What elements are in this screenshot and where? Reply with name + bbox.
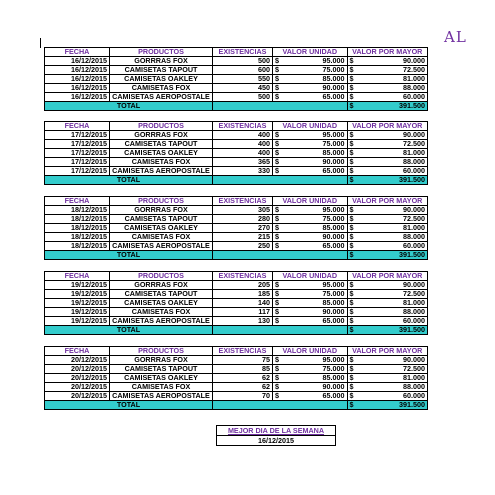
total-label: TOTAL — [45, 176, 213, 185]
inventory-table — [44, 346, 428, 410]
best-day-label: MEJOR DIA DE LA SEMANA — [217, 426, 336, 436]
unit-price-cell: 85.000 — [285, 299, 347, 308]
stock-cell: 85 — [213, 365, 273, 374]
stock-cell: 130 — [213, 317, 273, 326]
wholesale-price-cell: 81.000 — [360, 374, 428, 383]
unit-price-cell: 75.000 — [285, 66, 347, 75]
currency-symbol: $ — [347, 251, 360, 260]
product-cell: CAMISETAS AEROPOSTALE — [110, 167, 213, 176]
header-valor-por-mayor: VALOR POR MAYOR — [347, 272, 428, 281]
currency-symbol: $ — [347, 206, 360, 215]
table-row — [45, 75, 428, 84]
product-cell: CAMISETAS OAKLEY — [110, 224, 213, 233]
product-cell: CAMISETAS FOX — [110, 158, 213, 167]
wholesale-price-cell: 88.000 — [360, 233, 428, 242]
table-row — [45, 167, 428, 176]
product-cell: CAMISETAS TAPOUT — [110, 140, 213, 149]
table-row — [45, 149, 428, 158]
currency-symbol: $ — [347, 233, 360, 242]
total-label: TOTAL — [45, 102, 213, 111]
currency-symbol: $ — [347, 93, 360, 102]
stock-cell: 70 — [213, 392, 273, 401]
table-row — [45, 131, 428, 140]
header-productos: PRODUCTOS — [110, 347, 213, 356]
stock-cell: 75 — [213, 356, 273, 365]
header-valor-unidad: VALOR UNIDAD — [273, 347, 348, 356]
total-blank — [213, 326, 348, 335]
date-cell: 20/12/2015 — [45, 365, 110, 374]
unit-price-cell: 75.000 — [285, 140, 347, 149]
wholesale-price-cell: 81.000 — [360, 224, 428, 233]
currency-symbol: $ — [273, 93, 286, 102]
header-productos: PRODUCTOS — [110, 48, 213, 57]
wholesale-price-cell: 90.000 — [360, 356, 428, 365]
currency-symbol: $ — [347, 66, 360, 75]
total-row — [45, 102, 428, 111]
table-row — [45, 290, 428, 299]
product-cell: CAMISETAS FOX — [110, 383, 213, 392]
currency-symbol: $ — [347, 149, 360, 158]
unit-price-cell: 85.000 — [285, 374, 347, 383]
unit-price-cell: 65.000 — [285, 242, 347, 251]
total-value: 391.500 — [360, 251, 428, 260]
date-cell: 16/12/2015 — [45, 75, 110, 84]
total-row — [45, 326, 428, 335]
stock-cell: 280 — [213, 215, 273, 224]
header-existencias: EXISTENCIAS — [213, 272, 273, 281]
stock-cell: 140 — [213, 299, 273, 308]
stock-cell: 250 — [213, 242, 273, 251]
currency-symbol: $ — [273, 131, 286, 140]
header-valor-por-mayor: VALOR POR MAYOR — [347, 122, 428, 131]
stock-cell: 205 — [213, 281, 273, 290]
header-valor-unidad: VALOR UNIDAD — [273, 48, 348, 57]
total-label: TOTAL — [45, 401, 213, 410]
currency-symbol: $ — [347, 131, 360, 140]
stock-cell: 62 — [213, 383, 273, 392]
stock-cell: 305 — [213, 206, 273, 215]
header-fecha: FECHA — [45, 347, 110, 356]
currency-symbol: $ — [347, 167, 360, 176]
product-cell: CAMISETAS TAPOUT — [110, 365, 213, 374]
wholesale-price-cell: 88.000 — [360, 383, 428, 392]
total-label: TOTAL — [45, 326, 213, 335]
date-cell: 18/12/2015 — [45, 242, 110, 251]
unit-price-cell: 90.000 — [285, 84, 347, 93]
unit-price-cell: 65.000 — [285, 167, 347, 176]
unit-price-cell: 95.000 — [285, 206, 347, 215]
date-cell: 18/12/2015 — [45, 215, 110, 224]
total-row — [45, 251, 428, 260]
product-cell: CAMISETAS AEROPOSTALE — [110, 242, 213, 251]
stock-cell: 330 — [213, 167, 273, 176]
total-blank — [213, 176, 348, 185]
unit-price-cell: 65.000 — [285, 317, 347, 326]
unit-price-cell: 95.000 — [285, 57, 347, 66]
unit-price-cell: 90.000 — [285, 308, 347, 317]
table-row — [45, 299, 428, 308]
wholesale-price-cell: 88.000 — [360, 84, 428, 93]
currency-symbol: $ — [273, 383, 286, 392]
table-row — [45, 242, 428, 251]
table-row — [45, 374, 428, 383]
currency-symbol: $ — [347, 84, 360, 93]
date-cell: 19/12/2015 — [45, 317, 110, 326]
inventory-table — [44, 47, 428, 111]
table-row — [45, 317, 428, 326]
inventory-table — [44, 196, 428, 260]
unit-price-cell: 95.000 — [285, 131, 347, 140]
currency-symbol: $ — [273, 84, 286, 93]
header-fecha: FECHA — [45, 122, 110, 131]
wholesale-price-cell: 72.500 — [360, 66, 428, 75]
inventory-table — [44, 271, 428, 335]
header-existencias: EXISTENCIAS — [213, 197, 273, 206]
product-cell: GORRRAS FOX — [110, 57, 213, 66]
best-day-box — [216, 425, 336, 446]
currency-symbol: $ — [273, 57, 286, 66]
currency-symbol: $ — [347, 281, 360, 290]
stock-cell: 500 — [213, 93, 273, 102]
product-cell: CAMISETAS TAPOUT — [110, 66, 213, 75]
wholesale-price-cell: 88.000 — [360, 158, 428, 167]
product-cell: GORRRAS FOX — [110, 131, 213, 140]
wholesale-price-cell: 60.000 — [360, 93, 428, 102]
header-productos: PRODUCTOS — [110, 272, 213, 281]
header-valor-por-mayor: VALOR POR MAYOR — [347, 48, 428, 57]
currency-symbol: $ — [273, 75, 286, 84]
header-valor-por-mayor: VALOR POR MAYOR — [347, 347, 428, 356]
header-row — [45, 347, 428, 356]
product-cell: GORRRAS FOX — [110, 206, 213, 215]
table-row — [45, 365, 428, 374]
currency-symbol: $ — [273, 242, 286, 251]
unit-price-cell: 90.000 — [285, 158, 347, 167]
wholesale-price-cell: 90.000 — [360, 57, 428, 66]
header-row — [45, 272, 428, 281]
currency-symbol: $ — [347, 224, 360, 233]
date-cell: 18/12/2015 — [45, 233, 110, 242]
unit-price-cell: 75.000 — [285, 290, 347, 299]
currency-symbol: $ — [273, 215, 286, 224]
header-existencias: EXISTENCIAS — [213, 48, 273, 57]
date-cell: 18/12/2015 — [45, 206, 110, 215]
date-cell: 19/12/2015 — [45, 308, 110, 317]
wholesale-price-cell: 60.000 — [360, 242, 428, 251]
product-cell: CAMISETAS FOX — [110, 233, 213, 242]
product-cell: CAMISETAS TAPOUT — [110, 290, 213, 299]
currency-symbol: $ — [347, 140, 360, 149]
unit-price-cell: 75.000 — [285, 215, 347, 224]
date-cell: 20/12/2015 — [45, 383, 110, 392]
date-cell: 20/12/2015 — [45, 392, 110, 401]
table-row — [45, 233, 428, 242]
currency-symbol: $ — [347, 290, 360, 299]
table-row — [45, 308, 428, 317]
currency-symbol: $ — [273, 206, 286, 215]
wholesale-price-cell: 81.000 — [360, 149, 428, 158]
currency-symbol: $ — [273, 317, 286, 326]
currency-symbol: $ — [273, 158, 286, 167]
stock-cell: 500 — [213, 57, 273, 66]
unit-price-cell: 65.000 — [285, 392, 347, 401]
table-row — [45, 84, 428, 93]
date-cell: 19/12/2015 — [45, 281, 110, 290]
stock-cell: 450 — [213, 84, 273, 93]
currency-symbol: $ — [347, 57, 360, 66]
header-productos: PRODUCTOS — [110, 197, 213, 206]
unit-price-cell: 65.000 — [285, 93, 347, 102]
table-row — [45, 66, 428, 75]
header-valor-unidad: VALOR UNIDAD — [273, 197, 348, 206]
currency-symbol: $ — [347, 374, 360, 383]
wholesale-price-cell: 60.000 — [360, 317, 428, 326]
date-cell: 19/12/2015 — [45, 299, 110, 308]
date-cell: 17/12/2015 — [45, 140, 110, 149]
currency-symbol: $ — [347, 308, 360, 317]
currency-symbol: $ — [273, 66, 286, 75]
product-cell: CAMISETAS TAPOUT — [110, 215, 213, 224]
date-cell: 19/12/2015 — [45, 290, 110, 299]
unit-price-cell: 90.000 — [285, 233, 347, 242]
currency-symbol: $ — [273, 281, 286, 290]
header-fecha: FECHA — [45, 272, 110, 281]
date-cell: 20/12/2015 — [45, 356, 110, 365]
currency-symbol: $ — [347, 317, 360, 326]
stock-cell: 400 — [213, 140, 273, 149]
header-existencias: EXISTENCIAS — [213, 347, 273, 356]
total-value: 391.500 — [360, 326, 428, 335]
currency-symbol: $ — [347, 299, 360, 308]
table-row — [45, 383, 428, 392]
currency-symbol: $ — [347, 401, 360, 410]
wholesale-price-cell: 90.000 — [360, 131, 428, 140]
total-blank — [213, 401, 348, 410]
wholesale-price-cell: 72.500 — [360, 215, 428, 224]
best-day-date: 16/12/2015 — [217, 436, 336, 446]
currency-symbol: $ — [347, 356, 360, 365]
total-row — [45, 176, 428, 185]
divider — [40, 38, 41, 48]
date-cell: 17/12/2015 — [45, 131, 110, 140]
unit-price-cell: 75.000 — [285, 365, 347, 374]
currency-symbol: $ — [347, 242, 360, 251]
wholesale-price-cell: 88.000 — [360, 308, 428, 317]
currency-symbol: $ — [347, 326, 360, 335]
unit-price-cell: 95.000 — [285, 356, 347, 365]
currency-symbol: $ — [273, 356, 286, 365]
currency-symbol: $ — [347, 383, 360, 392]
header-valor-unidad: VALOR UNIDAD — [273, 272, 348, 281]
product-cell: CAMISETAS OAKLEY — [110, 75, 213, 84]
total-blank — [213, 251, 348, 260]
stock-cell: 185 — [213, 290, 273, 299]
stock-cell: 365 — [213, 158, 273, 167]
currency-symbol: $ — [273, 224, 286, 233]
unit-price-cell: 85.000 — [285, 149, 347, 158]
currency-symbol: $ — [347, 102, 360, 111]
wholesale-price-cell: 72.500 — [360, 140, 428, 149]
wholesale-price-cell: 60.000 — [360, 392, 428, 401]
sheet-title: AL — [444, 28, 467, 46]
currency-symbol: $ — [347, 75, 360, 84]
total-label: TOTAL — [45, 251, 213, 260]
total-value: 391.500 — [360, 102, 428, 111]
stock-cell: 600 — [213, 66, 273, 75]
wholesale-price-cell: 81.000 — [360, 75, 428, 84]
currency-symbol: $ — [273, 140, 286, 149]
currency-symbol: $ — [347, 365, 360, 374]
date-cell: 16/12/2015 — [45, 93, 110, 102]
product-cell: CAMISETAS AEROPOSTALE — [110, 93, 213, 102]
table-row — [45, 392, 428, 401]
currency-symbol: $ — [273, 308, 286, 317]
wholesale-price-cell: 72.500 — [360, 365, 428, 374]
product-cell: CAMISETAS OAKLEY — [110, 374, 213, 383]
table-row — [45, 281, 428, 290]
date-cell: 18/12/2015 — [45, 224, 110, 233]
total-row — [45, 401, 428, 410]
table-row — [45, 93, 428, 102]
date-cell: 20/12/2015 — [45, 374, 110, 383]
product-cell: GORRRAS FOX — [110, 356, 213, 365]
unit-price-cell: 90.000 — [285, 383, 347, 392]
date-cell: 17/12/2015 — [45, 149, 110, 158]
product-cell: CAMISETAS AEROPOSTALE — [110, 392, 213, 401]
date-cell: 17/12/2015 — [45, 167, 110, 176]
table-row — [45, 224, 428, 233]
currency-symbol: $ — [273, 365, 286, 374]
currency-symbol: $ — [273, 233, 286, 242]
unit-price-cell: 85.000 — [285, 224, 347, 233]
stock-cell: 400 — [213, 131, 273, 140]
header-row — [45, 197, 428, 206]
wholesale-price-cell: 60.000 — [360, 167, 428, 176]
currency-symbol: $ — [347, 176, 360, 185]
table-row — [45, 57, 428, 66]
table-row — [45, 206, 428, 215]
date-cell: 17/12/2015 — [45, 158, 110, 167]
currency-symbol: $ — [347, 215, 360, 224]
product-cell: CAMISETAS OAKLEY — [110, 149, 213, 158]
stock-cell: 270 — [213, 224, 273, 233]
header-valor-unidad: VALOR UNIDAD — [273, 122, 348, 131]
stock-cell: 550 — [213, 75, 273, 84]
wholesale-price-cell: 81.000 — [360, 299, 428, 308]
header-productos: PRODUCTOS — [110, 122, 213, 131]
header-row — [45, 48, 428, 57]
header-fecha: FECHA — [45, 197, 110, 206]
stock-cell: 215 — [213, 233, 273, 242]
currency-symbol: $ — [347, 158, 360, 167]
unit-price-cell: 95.000 — [285, 281, 347, 290]
wholesale-price-cell: 72.500 — [360, 290, 428, 299]
date-cell: 16/12/2015 — [45, 84, 110, 93]
currency-symbol: $ — [273, 167, 286, 176]
wholesale-price-cell: 90.000 — [360, 281, 428, 290]
product-cell: CAMISETAS OAKLEY — [110, 299, 213, 308]
table-row — [45, 158, 428, 167]
table-row — [45, 356, 428, 365]
wholesale-price-cell: 90.000 — [360, 206, 428, 215]
inventory-table — [44, 121, 428, 185]
unit-price-cell: 85.000 — [285, 75, 347, 84]
product-cell: CAMISETAS FOX — [110, 84, 213, 93]
currency-symbol: $ — [273, 374, 286, 383]
currency-symbol: $ — [273, 392, 286, 401]
currency-symbol: $ — [273, 149, 286, 158]
currency-symbol: $ — [347, 392, 360, 401]
total-value: 391.500 — [360, 176, 428, 185]
header-existencias: EXISTENCIAS — [213, 122, 273, 131]
table-row — [45, 215, 428, 224]
currency-symbol: $ — [273, 290, 286, 299]
header-fecha: FECHA — [45, 48, 110, 57]
stock-cell: 117 — [213, 308, 273, 317]
total-blank — [213, 102, 348, 111]
date-cell: 16/12/2015 — [45, 57, 110, 66]
currency-symbol: $ — [273, 299, 286, 308]
stock-cell: 400 — [213, 149, 273, 158]
header-valor-por-mayor: VALOR POR MAYOR — [347, 197, 428, 206]
product-cell: CAMISETAS AEROPOSTALE — [110, 317, 213, 326]
product-cell: GORRRAS FOX — [110, 281, 213, 290]
header-row — [45, 122, 428, 131]
total-value: 391.500 — [360, 401, 428, 410]
table-row — [45, 140, 428, 149]
stock-cell: 62 — [213, 374, 273, 383]
product-cell: CAMISETAS FOX — [110, 308, 213, 317]
date-cell: 16/12/2015 — [45, 66, 110, 75]
